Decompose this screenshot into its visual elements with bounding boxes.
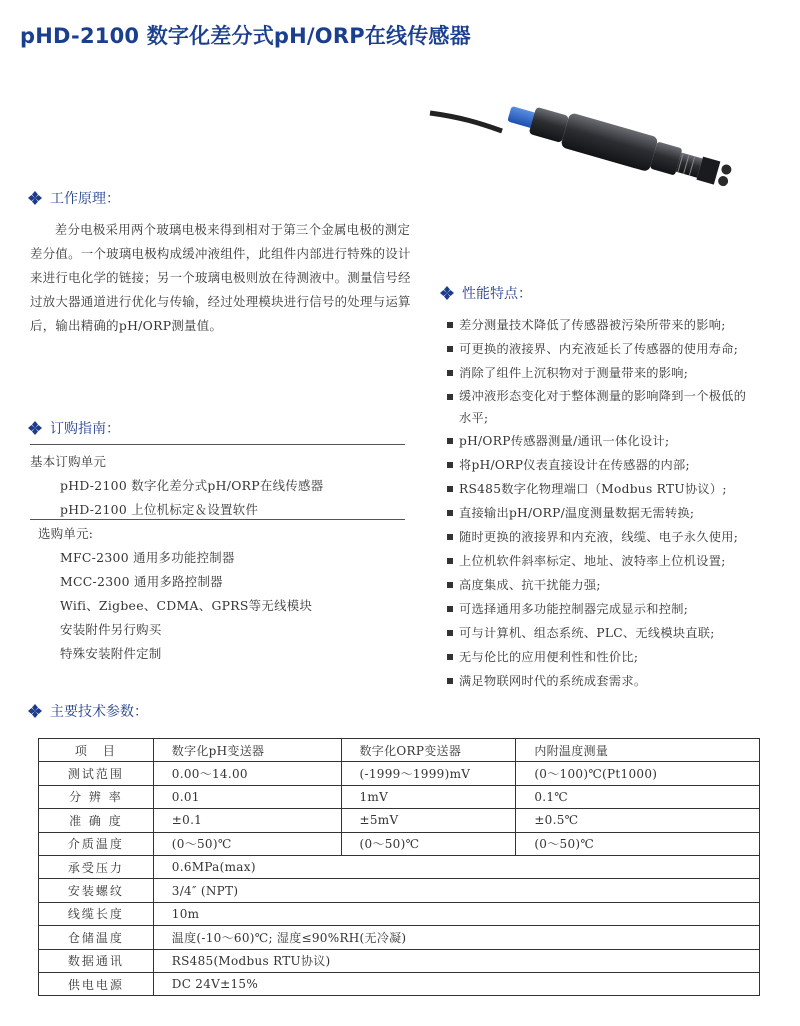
table-cell: 介质温度	[39, 832, 154, 855]
feature-list	[447, 313, 797, 693]
page-title: pHD-2100 数字化差分式pH/ORP在线传感器	[20, 24, 471, 48]
ordering-optional-item: MFC-2300 通用多功能控制器	[60, 550, 235, 565]
table-cell: (0～50)℃	[341, 832, 516, 855]
table-header-cell: 数字化pH变送器	[153, 739, 341, 762]
table-row	[39, 832, 760, 855]
diamond-bullet-icon	[28, 421, 42, 435]
list-item: 将pH/ORP仪表直接设计在传感器的内部;	[447, 453, 797, 477]
table-cell: 0.01	[153, 785, 341, 808]
table-cell: 准 确 度	[39, 809, 154, 832]
list-item: 消除了组件上沉积物对于测量带来的影响;	[447, 361, 797, 385]
ordering-optional-label: 选购单元:	[38, 526, 94, 541]
table-cell: 仓储温度	[39, 926, 154, 949]
list-item: 可选择通用多功能控制器完成显示和控制;	[447, 597, 797, 621]
ordering-optional-item: MCC-2300 通用多路控制器	[60, 574, 223, 589]
table-row	[39, 785, 760, 808]
table-cell: 10m	[153, 902, 759, 925]
ordering-basic-item: pHD-2100 数字化差分式pH/ORP在线传感器	[60, 478, 324, 493]
ordering-divider	[30, 519, 405, 520]
table-cell: 线缆长度	[39, 902, 154, 925]
table-cell: 0.00～14.00	[153, 762, 341, 785]
list-item: 无与伦比的应用便利性和性价比;	[447, 645, 797, 669]
list-item: 直接输出pH/ORP/温度测量数据无需转换;	[447, 501, 797, 525]
table-cell: 分 辨 率	[39, 785, 154, 808]
table-cell: ±5mV	[341, 809, 516, 832]
list-item: 缓冲液形态变化对于整体测量的影响降到一个极低的水平;	[447, 385, 747, 429]
principle-text: 差分电极采用两个玻璃电极来得到相对于第三个金属电极的测定差分值。一个玻璃电极构成缓冲液组件，此组件内部进行特殊的设计来进行电化学的链接；另一个玻璃电极则放在待测液中。测量信号经过放大器通道进行优化与传输，经过处理模块进行信号的处理与运算后，输出精确的pH/ORP测量值。	[30, 222, 411, 333]
section-heading-features: 性能特点：	[440, 283, 532, 303]
ordering-basic-item: pHD-2100 上位机标定＆设置软件	[60, 502, 259, 517]
sensor-product-image	[420, 95, 760, 255]
table-row	[39, 762, 760, 785]
section-heading-ordering: 订购指南：	[28, 418, 120, 438]
table-header-cell: 内附温度测量	[516, 739, 760, 762]
list-item: 满足物联网时代的系统成套需求。	[447, 669, 797, 693]
table-cell: 测试范围	[39, 762, 154, 785]
table-row	[39, 972, 760, 995]
ordering-basic-label: 基本订购单元	[30, 454, 107, 469]
list-item: 上位机软件斜率标定、地址、波特率上位机设置;	[447, 549, 797, 573]
table-cell: (0～50)℃	[153, 832, 341, 855]
table-cell: 供电电源	[39, 972, 154, 995]
table-cell: (0～50)℃	[516, 832, 760, 855]
table-header-row	[39, 739, 760, 762]
ordering-optional-item: Wifi、Zigbee、CDMA、GPRS等无线模块	[60, 598, 313, 613]
ordering-divider	[30, 444, 405, 445]
table-row	[39, 809, 760, 832]
specs-table	[38, 738, 760, 996]
table-row	[39, 879, 760, 902]
table-cell: 承受压力	[39, 855, 154, 878]
table-row	[39, 926, 760, 949]
list-item: RS485数字化物理端口（Modbus RTU协议）;	[447, 477, 797, 501]
list-item: 差分测量技术降低了传感器被污染所带来的影响;	[447, 313, 797, 337]
table-cell: 安装螺纹	[39, 879, 154, 902]
section-heading-specs: 主要技术参数：	[28, 701, 148, 721]
section-heading-principle: 工作原理：	[28, 188, 120, 208]
table-row	[39, 855, 760, 878]
list-item: 可与计算机、组态系统、PLC、无线模块直联;	[447, 621, 797, 645]
list-item: 随时更换的液接界和内充液，线缆、电子永久使用;	[447, 525, 797, 549]
table-cell: 数据通讯	[39, 949, 154, 972]
ordering-optional-item: 特殊安装附件定制	[60, 646, 162, 661]
list-item: 高度集成、抗干扰能力强;	[447, 573, 797, 597]
list-item: 可更换的液接界、内充液延长了传感器的使用寿命;	[447, 337, 797, 361]
diamond-bullet-icon	[440, 286, 454, 300]
table-cell: 1mV	[341, 785, 516, 808]
table-cell: ±0.1	[153, 809, 341, 832]
table-cell: 3/4″ (NPT)	[153, 879, 759, 902]
table-row	[39, 902, 760, 925]
table-cell: DC 24V±15%	[153, 972, 759, 995]
table-cell: ±0.5℃	[516, 809, 760, 832]
table-cell: RS485(Modbus RTU协议)	[153, 949, 759, 972]
table-header-cell: 项 目	[39, 739, 154, 762]
table-cell: 0.6MPa(max)	[153, 855, 759, 878]
ordering-optional-item: 安装附件另行购买	[60, 622, 162, 637]
table-header-cell: 数字化ORP变送器	[341, 739, 516, 762]
diamond-bullet-icon	[28, 191, 42, 205]
table-cell: (0～100)℃(Pt1000)	[516, 762, 760, 785]
table-cell: 0.1℃	[516, 785, 760, 808]
table-cell: (-1999～1999)mV	[341, 762, 516, 785]
table-cell: 温度(-10～60)℃; 湿度≤90%RH(无冷凝)	[153, 926, 759, 949]
list-item: pH/ORP传感器测量/通讯一体化设计;	[447, 429, 797, 453]
table-row	[39, 949, 760, 972]
diamond-bullet-icon	[28, 704, 42, 718]
